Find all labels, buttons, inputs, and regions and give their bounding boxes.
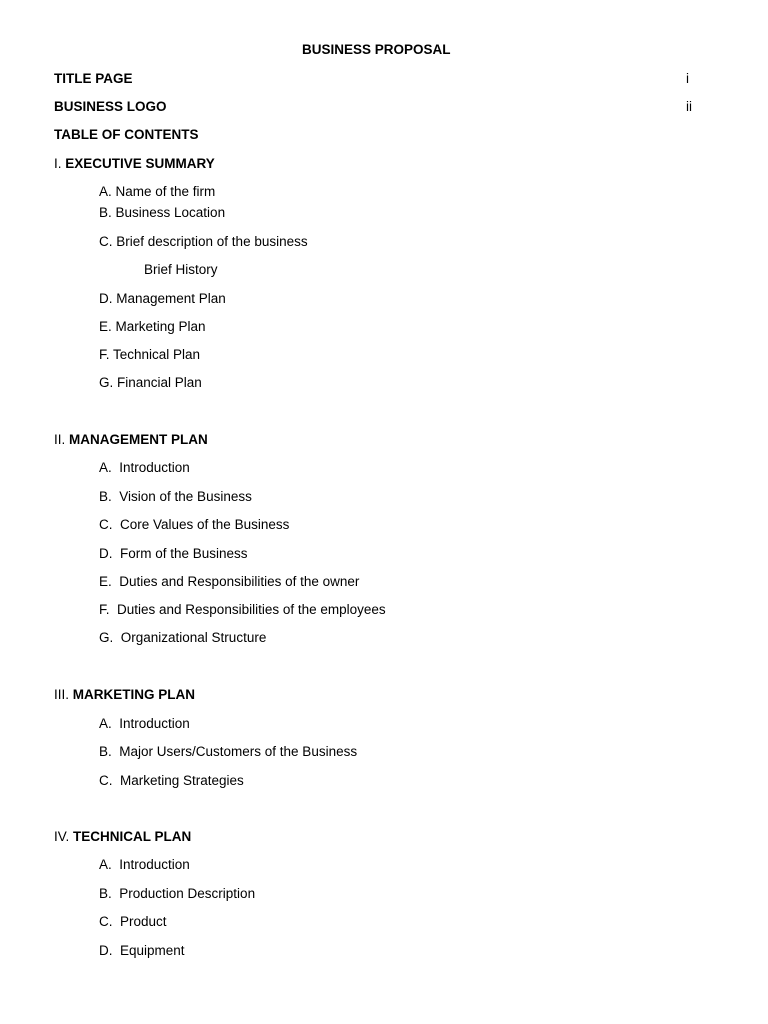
toc-entry-table-of-contents: TABLE OF CONTENTS [54, 127, 199, 142]
section-numeral: II. [54, 432, 70, 447]
section-title: MANAGEMENT PLAN [69, 432, 208, 447]
toc-subitem: Brief History [144, 262, 218, 277]
toc-item: B. Business Location [99, 205, 226, 220]
toc-item: A. Introduction [99, 460, 190, 475]
toc-item: C. Marketing Strategies [99, 773, 244, 788]
section-title: EXECUTIVE SUMMARY [65, 156, 215, 171]
section-heading [54, 432, 208, 448]
section-heading [54, 687, 195, 703]
toc-item: C. Brief description of the business [99, 234, 308, 249]
toc-item: G. Financial Plan [99, 375, 202, 390]
toc-item: A. Introduction [99, 716, 190, 731]
toc-item: C. Core Values of the Business [99, 517, 290, 532]
toc-item: B. Vision of the Business [99, 489, 252, 504]
toc-item: F. Duties and Responsibilities of the employees [99, 602, 386, 617]
section-title: MARKETING PLAN [72, 687, 196, 702]
toc-page-number: ii [686, 99, 692, 114]
toc-item: G. Organizational Structure [99, 630, 267, 645]
section-title: TECHNICAL PLAN [73, 829, 192, 844]
section-numeral: IV. [54, 829, 74, 844]
toc-item: B. Production Description [99, 886, 256, 901]
toc-entry-business-logo: BUSINESS LOGO [54, 99, 167, 114]
toc-item: A. Name of the firm [99, 184, 216, 199]
toc-item: E. Duties and Responsibilities of the owner [99, 574, 360, 589]
toc-item: C. Product [99, 914, 167, 929]
toc-item: D. Equipment [99, 943, 185, 958]
section-heading [54, 829, 191, 845]
document-title: BUSINESS PROPOSAL [302, 42, 451, 57]
section-numeral: III. [54, 687, 73, 702]
section-numeral: I. [54, 156, 66, 171]
toc-item: F. Technical Plan [99, 347, 201, 362]
toc-page-number: i [686, 71, 689, 86]
toc-entry-title-page: TITLE PAGE [54, 71, 133, 86]
toc-item: E. Marketing Plan [99, 319, 206, 334]
toc-item: D. Form of the Business [99, 546, 248, 561]
toc-item: D. Management Plan [99, 291, 226, 306]
toc-item: B. Major Users/Customers of the Business [99, 744, 358, 759]
toc-item: A. Introduction [99, 857, 190, 872]
section-heading [54, 156, 215, 172]
